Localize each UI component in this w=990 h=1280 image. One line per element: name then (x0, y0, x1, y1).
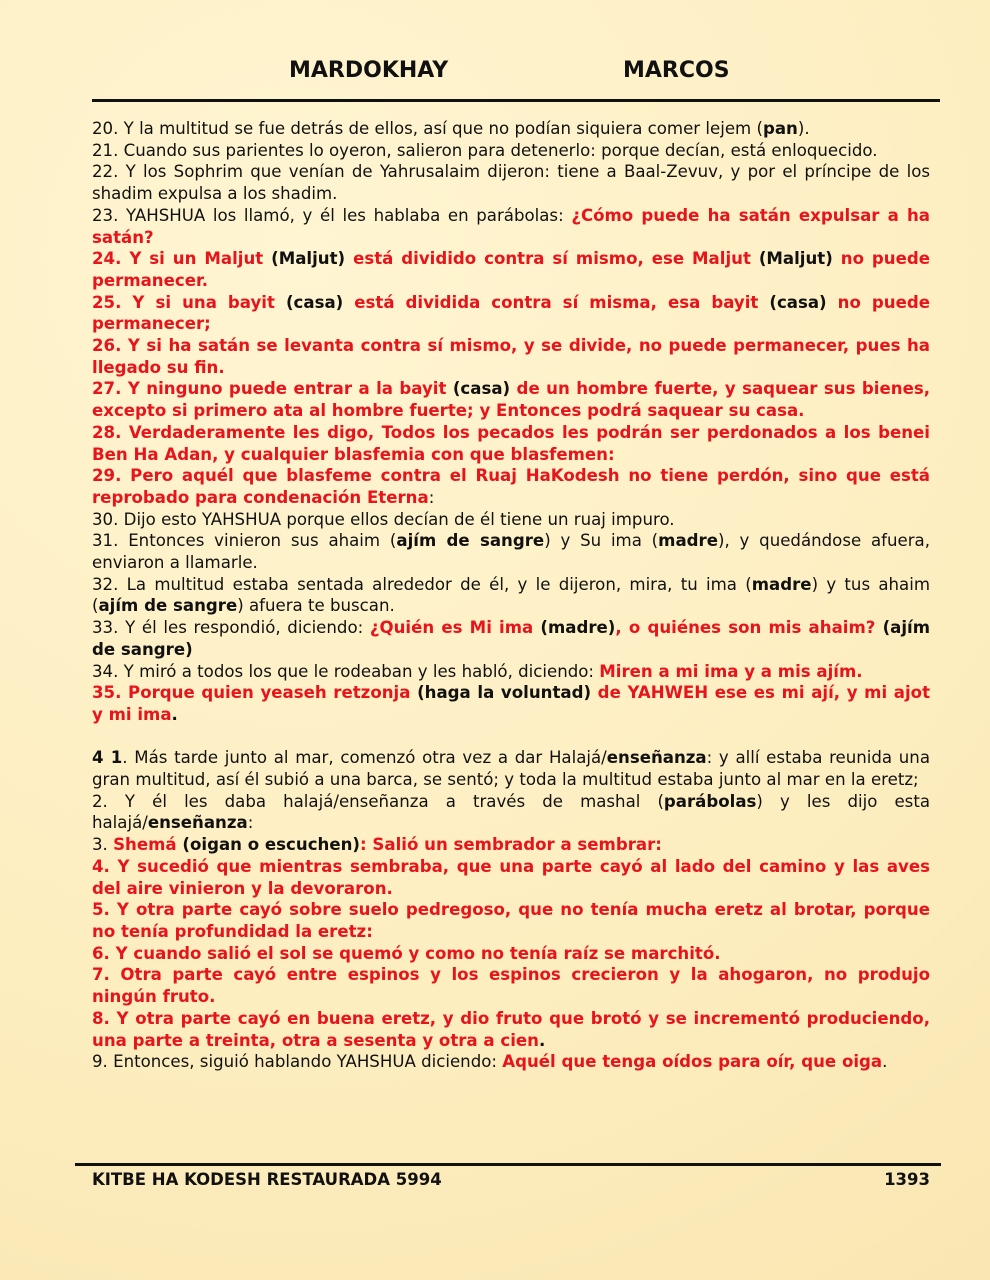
verse-text-run: (casa) (769, 292, 827, 312)
verse-text-run: 23. YAHSHUA los llamó, y él les hablaba en parábolas: (92, 205, 572, 225)
page-header (92, 58, 940, 90)
verse-paragraph (92, 140, 930, 162)
verse-paragraph (92, 661, 930, 683)
verse-paragraph (92, 509, 930, 531)
verse-paragraph (92, 465, 930, 508)
verse-text-run: madre (658, 531, 718, 551)
verse-paragraph (92, 118, 930, 140)
verse-text-run: ) y tus ahaim ( (92, 574, 931, 616)
verse-text-run: 31. Entonces vinieron sus ahaim ( (92, 531, 397, 551)
verse-text-run: ) afuera te buscan. (237, 596, 395, 616)
verse-text-run: 33. Y él les respondió, diciendo: (92, 618, 370, 638)
verse-text-run: 32. La multitud estaba sentada alrededor de él, y le dijeron, mira, tu ima ( (92, 574, 752, 594)
header-rule (92, 99, 940, 102)
header-right-title: MARCOS (623, 58, 730, 83)
verse-text-run: (haga la voluntad) (417, 683, 592, 703)
verse-paragraph (92, 943, 930, 965)
verse-text-run: 9. Entonces, siguió hablando YAHSHUA diciendo: (92, 1052, 503, 1072)
verse-paragraph (92, 791, 930, 834)
verse-text-run: 25. Y si una bayit (92, 292, 286, 312)
verse-text-run: de un hombre fuerte, y saquear sus bienes, excepto si primero ata al hombre fuerte; y Entonces podrá saquear su casa. (92, 379, 930, 421)
verse-text-run: 21. Cuando sus parientes lo oyeron, salieron para detenerlo: porque decían, está enloquecido. (92, 140, 878, 160)
verse-text-run: ¿Cómo puede ha satán expulsar a ha satán? (92, 205, 930, 247)
verse-text-run: (madre) (540, 618, 616, 638)
verse-text-run: . Más tarde junto al mar, comenzó otra vez a dar Halajá/ (122, 748, 607, 768)
page-footer (92, 1170, 930, 1194)
verse-text-run: (Maljut) (758, 249, 833, 269)
verse-text-run: no puede permanecer. (92, 249, 930, 290)
verse-text-run: (casa) (452, 379, 511, 399)
verse-paragraph (92, 574, 930, 617)
verse-text-run: 35. Porque quien yeaseh retzonja (92, 683, 418, 703)
footer-book-title: KITBE HA KODESH RESTAURADA 5994 (92, 1170, 442, 1189)
verse-text-run: , o quiénes son mis ahaim? (615, 618, 883, 638)
verse-text-run: ajím de sangre (396, 531, 545, 551)
verse-text-run: 7. Otra parte cayó entre espinos y los espinos crecieron y la ahogaron, no produjo ningún fruto. (92, 965, 930, 1007)
footer-rule (75, 1163, 941, 1166)
header-left-title: MARDOKHAY (289, 58, 449, 83)
verse-text-run: pan (762, 119, 798, 138)
verse-text-run: 4. Y sucedió que mientras sembraba, que una parte cayó al lado del camino y las aves del aire vinieron y la devoraron. (92, 856, 930, 898)
verse-text-run: Miren a mi ima y a mis ajím. (599, 661, 863, 681)
verse-text-run: : (428, 487, 435, 507)
verse-text-run: . (171, 704, 178, 724)
verse-paragraph (92, 834, 930, 856)
verse-text-run: Aquél que tenga oídos para oír, que oiga (502, 1052, 883, 1072)
verse-paragraph (92, 530, 930, 573)
verse-text-run: 24. Y si un Maljut (92, 249, 272, 269)
verse-text-run: 34. Y miró a todos los que le rodeaban y les habló, diciendo: (92, 661, 600, 681)
verse-paragraph (92, 682, 930, 725)
verse-text-run: : y allí estaba reunida una gran multitud, así él subió a una barca, se sentó; y toda la multitud estaba junto al mar en la eretz; (92, 748, 930, 790)
verse-text-run: (casa) (285, 292, 344, 312)
verse-paragraph (92, 422, 930, 465)
page-number: 1393 (884, 1170, 930, 1189)
verse-paragraph (92, 1051, 930, 1073)
verse-text-run: ¿Quién es Mi ima (369, 618, 541, 638)
verse-text-run: (ajím de sangre) (92, 618, 931, 659)
verse-text-run: 4 1 (92, 748, 123, 768)
verse-text-run: . (882, 1052, 888, 1072)
verse-paragraph (92, 617, 930, 660)
verse-text-run: : (247, 813, 254, 833)
verse-text-run: está dividida contra sí misma, esa bayit (343, 292, 770, 312)
verse-text-run: . (538, 1030, 546, 1050)
verse-text-run: no puede permanecer; (92, 292, 930, 334)
paragraph-gap (92, 726, 930, 748)
verse-text-run: 6. Y cuando salió el sol se quemó y como no tenía raíz se marchitó. (92, 943, 721, 963)
verse-paragraph (92, 747, 930, 790)
verse-paragraph (92, 292, 930, 335)
verse-paragraph (92, 205, 930, 248)
verse-text-run: 27. Y ninguno puede entrar a la bayit (92, 379, 453, 399)
verse-text-run: ) y les dijo esta halajá/ (92, 791, 930, 833)
verse-text-run: parábolas (663, 791, 757, 811)
verse-text-run: de YAHWEH ese es mi ají, y mi ajot y mi ima (92, 683, 931, 724)
verse-text-run: 8. Y otra parte cayó en buena eretz, y dio fruto que brotó y se incrementó produciendo, una parte a treinta, otra a sesenta y otra a cien (92, 1008, 930, 1050)
verse-paragraph (92, 1008, 930, 1051)
verse-text-run: 29. Pero aquél que blasfeme contra el Ruaj HaKodesh no tiene perdón, sino que está reprobado para condenación Eterna (92, 466, 930, 507)
verse-text-run: : Salió un sembrador a sembrar: (360, 835, 662, 855)
verse-text-run: enseñanza (606, 748, 707, 768)
verse-body (92, 118, 930, 1073)
verse-text-run: enseñanza (147, 813, 248, 833)
verse-text-run: está dividido contra sí mismo, ese Maljut (345, 249, 759, 269)
verse-text-run: ajím de sangre (98, 596, 238, 616)
verse-text-run: 30. Dijo esto YAHSHUA porque ellos decían de él tiene un ruaj impuro. (92, 509, 675, 529)
verse-text-run: Shemá (113, 835, 183, 855)
verse-text-run: madre (751, 574, 812, 594)
verse-text-run: 22. Y los Sophrim que venían de Yahrusalaim dijeron: tiene a Baal-Zevuv, y por el príncipe de los shadim expulsa a los shadim. (92, 162, 930, 204)
verse-text-run: 28. Verdaderamente les digo, Todos los pecados les podrán ser perdonados a los benei Ben Ha Adan, y cualquier blasfemia con que blasfemen: (92, 422, 930, 464)
verse-text-run: 26. Y si ha satán se levanta contra sí mismo, y se divide, no puede permanecer, pues ha llegado su fin. (92, 336, 930, 377)
verse-paragraph (92, 964, 930, 1007)
verse-text-run: (oigan o escuchen) (182, 835, 361, 855)
verse-text-run: 3. (92, 835, 114, 855)
verse-text-run: ). (797, 119, 810, 138)
verse-text-run: 20. Y la multitud se fue detrás de ellos, así que no podían siquiera comer lejem ( (92, 119, 763, 138)
verse-text-run: ), y quedándose afuera, enviaron a llamarle. (92, 531, 930, 573)
verse-text-run: ) y Su ima ( (544, 531, 659, 551)
verse-paragraph (92, 899, 930, 942)
verse-text-run: 5. Y otra parte cayó sobre suelo pedregoso, que no tenía mucha eretz al brotar, porque no tenía profundidad la eretz: (92, 900, 930, 941)
verse-text-run: 2. Y él les daba halajá/enseñanza a través de mashal ( (92, 791, 664, 811)
verse-paragraph (92, 335, 930, 378)
verse-paragraph (92, 856, 930, 899)
verse-text-run: (Maljut) (271, 249, 346, 269)
verse-paragraph (92, 248, 930, 291)
verse-paragraph (92, 378, 930, 421)
verse-paragraph (92, 161, 930, 204)
